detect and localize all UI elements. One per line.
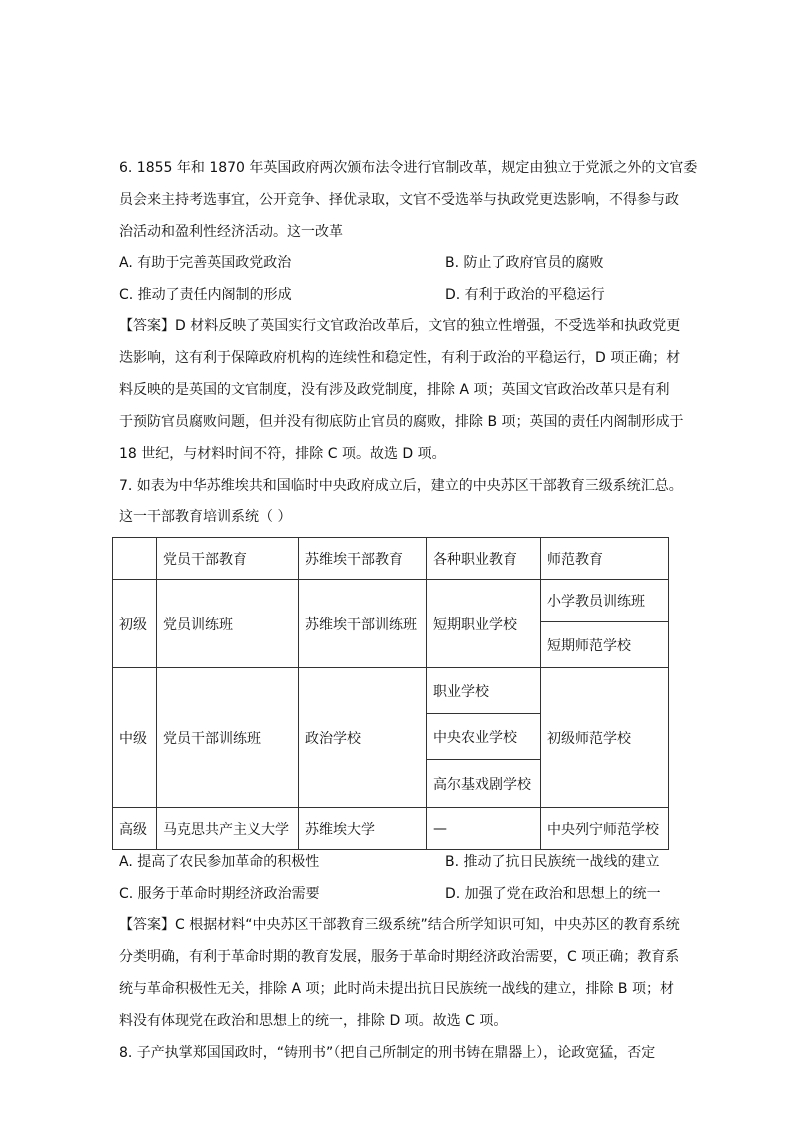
middle-party-cell: 党员干部训练班 — [157, 668, 299, 808]
middle-soviet-cell: 政治学校 — [299, 668, 427, 808]
q6-answer-line-5: 18 世纪，与材料时间不符，排除 C 项。故选 D 项。 — [119, 446, 446, 462]
q6-answer-line-1: 【答案】D 材料反映了英国实行文官政治改革后，文官的独立性增强，不受选举和执政党更 — [119, 318, 681, 334]
middle-normal-cell: 初级师范学校 — [541, 668, 669, 808]
q6-stem-line-2: 员会来主持考选事宜，公开竞争、择优录取，文官不受选举与执政党更迭影响，不得参与政 — [119, 192, 679, 208]
table-row-junior — [113, 580, 669, 622]
q6-stem-line-1: 6. 1855 年和 1870 年英国政府两次颁布法令进行官制改革，规定由独立于党派之外的文官委 — [119, 160, 698, 176]
q6-option-c: C. 推动了责任内阁制的形成 — [119, 287, 292, 303]
junior-party-cell: 党员训练班 — [157, 580, 299, 668]
q7-stem-line-1: 7. 如表为中华苏维埃共和国临时中央政府成立后，建立的中央苏区干部教育三级系统汇总。 — [119, 478, 683, 494]
table-row-middle — [113, 668, 669, 714]
q6-stem-line-3: 治活动和盈利性经济活动。这一改革 — [119, 224, 343, 240]
q6-option-d: D. 有利于政治的平稳运行 — [445, 287, 605, 303]
table-row-senior — [113, 808, 669, 850]
q7-option-c: C. 服务于革命时期经济政治需要 — [119, 886, 320, 902]
level-cell-senior: 高级 — [113, 808, 157, 850]
q6-option-a: A. 有助于完善英国政党政治 — [119, 255, 292, 271]
q7-answer-line-2: 分类明确，有利于革命时期的教育发展，服务于革命时期经济政治需要，C 项正确；教育系 — [119, 949, 680, 965]
q7-option-d: D. 加强了党在政治和思想上的统一 — [445, 886, 661, 902]
cadre-education-table — [112, 537, 669, 850]
header-cell-soviet: 苏维埃干部教育 — [299, 538, 427, 580]
senior-normal-cell: 中央列宁师范学校 — [541, 808, 669, 850]
senior-party-cell: 马克思共产主义大学 — [157, 808, 299, 850]
junior-vocational-cell: 短期职业学校 — [427, 580, 541, 668]
header-cell-vocational: 各种职业教育 — [427, 538, 541, 580]
level-cell-middle: 中级 — [113, 668, 157, 808]
header-cell-party: 党员干部教育 — [157, 538, 299, 580]
middle-vocational-cell-2: 中央农业学校 — [427, 714, 541, 760]
q7-option-b: B. 推动了抗日民族统一战线的建立 — [445, 854, 660, 870]
junior-normal-cell-1: 小学教员训练班 — [541, 580, 669, 622]
middle-vocational-cell-1: 职业学校 — [427, 668, 541, 714]
q7-answer-line-4: 料没有体现党在政治和思想上的统一，排除 D 项。故选 C 项。 — [119, 1013, 508, 1029]
level-cell-junior: 初级 — [113, 580, 157, 668]
senior-soviet-cell: 苏维埃大学 — [299, 808, 427, 850]
q6-answer-line-4: 于预防官员腐败问题，但并没有彻底防止官员的腐败，排除 B 项；英国的责任内阁制形成于 — [119, 414, 684, 430]
junior-soviet-cell: 苏维埃干部训练班 — [299, 580, 427, 668]
junior-normal-cell-2: 短期师范学校 — [541, 622, 669, 668]
table-header-row — [113, 538, 669, 580]
senior-vocational-cell: — — [427, 808, 541, 850]
header-cell-corner — [113, 538, 157, 580]
middle-vocational-cell-3: 高尔基戏剧学校 — [427, 760, 541, 808]
q7-answer-line-1: 【答案】C 根据材料“中央苏区干部教育三级系统”结合所学知识可知，中央苏区的教育系统 — [119, 917, 680, 933]
q6-answer-line-3: 料反映的是英国的文官制度，没有涉及政党制度，排除 A 项；英国文官政治改革只是有利 — [119, 382, 670, 398]
header-cell-normal: 师范教育 — [541, 538, 669, 580]
q7-option-a: A. 提高了农民参加革命的积极性 — [119, 854, 320, 870]
q7-answer-line-3: 统与革命积极性无关，排除 A 项；此时尚未提出抗日民族统一战线的建立，排除 B 项；材 — [119, 981, 674, 997]
q6-option-b: B. 防止了政府官员的腐败 — [445, 255, 604, 271]
q6-answer-line-2: 迭影响，这有利于保障政府机构的连续性和稳定性，有利于政治的平稳运行，D 项正确；材 — [119, 350, 681, 366]
q7-stem-line-2: 这一干部教育培训系统（ ） — [119, 509, 292, 525]
q8-stem-line-1: 8. 子产执掌郑国国政时，“铸刑书”（把自己所制定的刑书铸在鼎器上），论政宽猛，否定 — [119, 1045, 656, 1061]
